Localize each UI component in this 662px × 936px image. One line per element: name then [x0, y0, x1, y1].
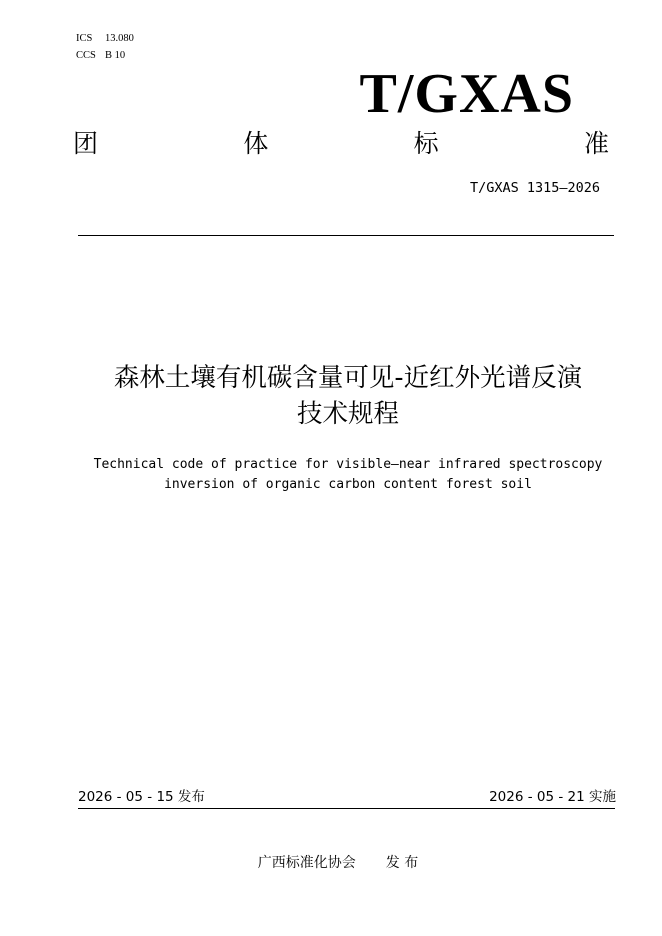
ics-label: ICS — [76, 33, 93, 44]
standard-number: T/GXAS 1315—2026 — [469, 180, 600, 196]
publisher-organization: 广西标准化协会 — [257, 855, 356, 871]
ccs-code: B 10 — [105, 50, 126, 61]
ccs-label: CCS — [76, 50, 96, 61]
standard-type-heading — [73, 126, 609, 162]
publisher-action: 发 布 — [385, 855, 419, 871]
standard-type-char-4: 准 — [583, 129, 609, 158]
standard-type-char-1: 团 — [73, 129, 99, 158]
standard-type-char-2: 体 — [243, 129, 269, 158]
ics-classification — [76, 32, 134, 46]
footer-divider — [78, 808, 615, 809]
publisher-line — [0, 853, 662, 873]
chinese-title-line-2: 技术规程 — [296, 399, 399, 429]
ics-code: 13.080 — [105, 33, 134, 44]
standard-type-char-3: 标 — [413, 129, 439, 158]
issue-date: 2026 - 05 - 15 发布 — [78, 789, 205, 805]
english-title-line-1: Technical code of practice for visible—near infrared spectroscopy — [93, 457, 603, 472]
ccs-classification — [76, 49, 125, 63]
standard-brand-logo: T/GXAS — [359, 63, 574, 125]
chinese-title-line-1: 森林土壤有机碳含量可见-近红外光谱反演 — [113, 363, 583, 393]
english-title-line-2: inversion of organic carbon content forest soil — [164, 477, 532, 492]
implementation-date: 2026 - 05 - 21 实施 — [489, 789, 616, 805]
header-divider — [78, 235, 614, 236]
